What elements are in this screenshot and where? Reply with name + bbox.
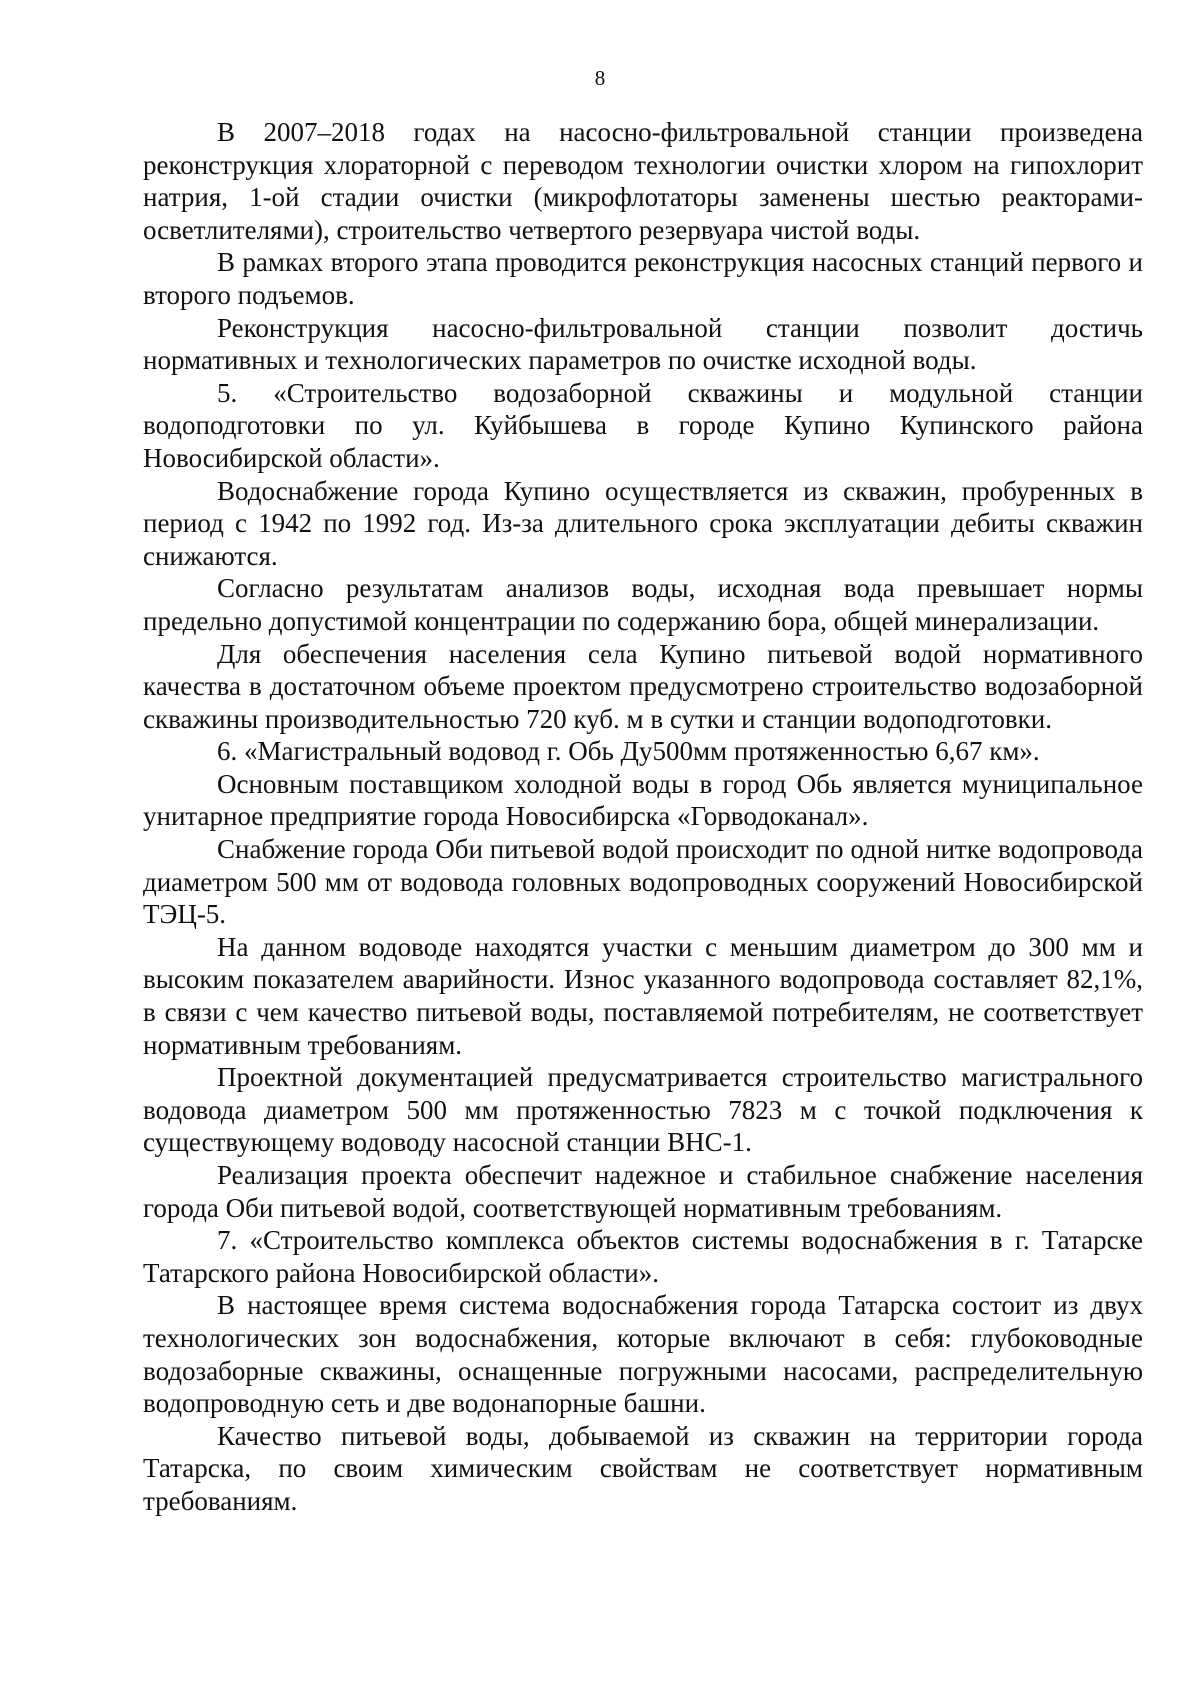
paragraph: Водоснабжение города Купино осуществляется из скважин, пробуренных в период с 1942 по 1992 год. Из-за длительного срока эксплуатации дебиты скважин снижаются. xyxy=(143,475,1143,571)
paragraph: Снабжение города Оби питьевой водой происходит по одной нитке водопровода диаметром 500 мм от водовода головных водопроводных сооружений Новосибирской ТЭЦ-5. xyxy=(143,834,1143,930)
paragraph: В настоящее время система водоснабжения города Татарска состоит из двух технологических зон водоснабжения, которые включают в себя: глубоководные водозаборные скважины, оснащенные погружными насосами, распределительную водопроводную сеть и две водонапорные башни. xyxy=(143,1290,1143,1419)
paragraph: 7. «Строительство комплекса объектов системы водоснабжения в г. Татарске Татарского района Новосибирской области». xyxy=(143,1225,1143,1288)
paragraph: В рамках второго этапа проводится реконструкция насосных станций первого и второго подъемов. xyxy=(143,247,1143,310)
paragraph: 5. «Строительство водозаборной скважины и модульной станции водоподготовки по ул. Куйбышева в городе Купино Купинского района Новосибирской области». xyxy=(143,377,1143,473)
paragraph: Для обеспечения населения села Купино питьевой водой нормативного качества в достаточном объеме проектом предусмотрено строительство водозаборной скважины производительностью 720 куб. м в сутки и станции водоподготовки. xyxy=(143,638,1143,734)
paragraph: Реконструкция насосно-фильтровальной станции позволит достичь нормативных и технологических параметров по очистке исходной воды. xyxy=(143,312,1143,376)
paragraph: На данном водоводе находятся участки с меньшим диаметром до 300 мм и высоким показателем аварийности. Износ указанного водопровода составляет 82,1%, в связи с чем качество питьевой воды, поставляемой потребителям, не соответствует нормативным требованиям. xyxy=(143,931,1143,1060)
paragraph: В 2007–2018 годах на насосно-фильтровальной станции произведена реконструкция хлораторной с переводом технологии очистки хлором на гипохлорит натрия, 1-ой стадии очистки (микрофлотаторы заменены шестью реакторами-осветлителями), строительство четвертого резервуара чистой воды. xyxy=(143,117,1143,245)
document-body xyxy=(143,116,1143,1518)
paragraph: Качество питьевой воды, добываемой из скважин на территории города Татарска, по своим химическим свойствам не соответствует нормативным требованиям. xyxy=(143,1420,1143,1516)
paragraph: Основным поставщиком холодной воды в город Обь является муниципальное унитарное предприятие города Новосибирска «Горводоканал». xyxy=(143,768,1143,832)
paragraph: Проектной документацией предусматривается строительство магистрального водовода диаметром 500 мм протяженностью 7823 м с точкой подключения к существующему водоводу насосной станции ВНС-1. xyxy=(143,1062,1143,1158)
paragraph: Реализация проекта обеспечит надежное и стабильное снабжение населения города Оби питьевой водой, соответствующей нормативным требованиям. xyxy=(143,1160,1143,1223)
paragraph: 6. «Магистральный водовод г. Обь Ду500мм протяженностью 6,67 км». xyxy=(217,736,1040,767)
page-number: 8 xyxy=(594,66,606,90)
paragraph: Согласно результатам анализов воды, исходная вода превышает нормы предельно допустимой концентрации по содержанию бора, общей минерализации. xyxy=(143,573,1143,636)
